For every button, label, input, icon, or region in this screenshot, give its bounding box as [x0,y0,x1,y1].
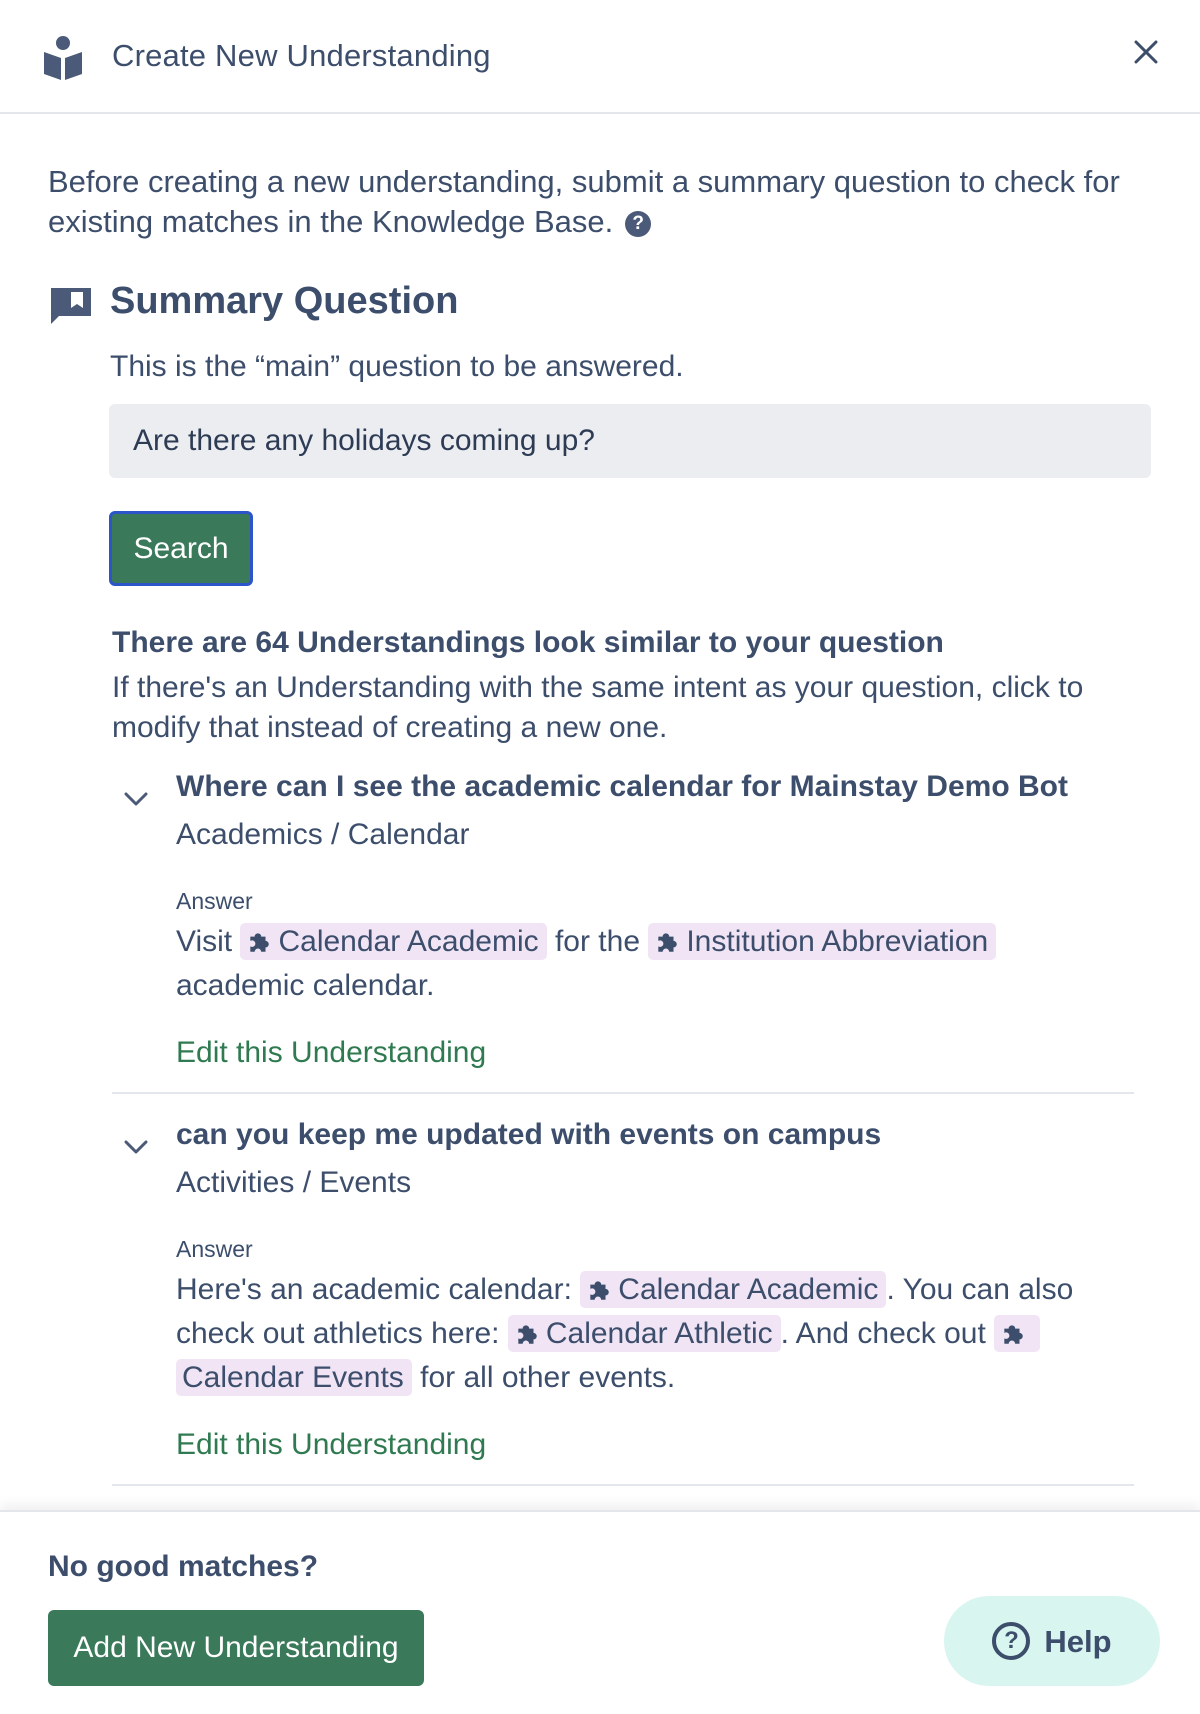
intro-text-body: Before creating a new understanding, submit a summary question to check for existing matches in the Knowledge Base. [48,164,1120,239]
book-reader-icon [44,36,82,80]
answer-text: Visit [176,925,241,958]
variable-chip [648,923,996,960]
answer-text: for all other events. [411,1361,676,1394]
summary-question-input[interactable] [109,404,1151,478]
variable-chip-label: Calendar Events [182,1361,404,1394]
results-heading: There are 64 Understandings look similar to your question [112,626,944,659]
dialog-footer [0,1510,1200,1714]
no-matches-label: No good matches? [48,1550,319,1583]
close-icon[interactable] [1130,36,1162,68]
edit-understanding-link[interactable]: Edit this Understanding [176,1036,487,1069]
question-circle-icon: ? [992,1622,1030,1660]
result-title[interactable]: Where can I see the academic calendar for Mainstay Demo Bot [176,770,1068,803]
answer-label: Answer [176,1236,253,1262]
answer-text: Here's an academic calendar: [176,1273,581,1306]
bookmark-book-icon [51,286,91,326]
puzzle-icon [246,925,278,958]
answer-text: . You can also check out athletics here: [176,1273,1074,1350]
result-item [112,1118,1134,1486]
puzzle-icon [586,1273,618,1306]
answer-label: Answer [176,888,253,914]
variable-chip-label: Calendar Academic [278,925,539,958]
result-answer [176,1268,1076,1400]
intro-text [48,162,1128,242]
results-subtext: If there's an Understanding with the same intent as your question, click to modify that instead of creating a new one. [112,671,1084,744]
add-new-understanding-button[interactable]: Add New Understanding [48,1610,424,1686]
result-category: Activities / Events [176,1166,412,1199]
puzzle-icon [514,1317,546,1350]
variable-chip [580,1271,886,1308]
answer-text: for the [546,925,649,958]
help-button-label: Help [1044,1623,1112,1659]
help-icon[interactable]: ? [625,211,651,237]
chevron-down-icon[interactable] [122,789,150,809]
dialog-title: Create New Understanding [112,38,491,73]
dialog-header [0,0,1200,114]
result-title[interactable]: can you keep me updated with events on campus [176,1118,882,1151]
puzzle-icon [654,925,686,958]
variable-chip-label: Institution Abbreviation [686,925,989,958]
summary-question-description: This is the “main” question to be answered. [110,350,684,383]
answer-text: academic calendar. [176,969,435,1002]
variable-chip-label: Calendar Academic [618,1273,879,1306]
variable-chip-label: Calendar Athletic [545,1317,773,1350]
result-answer [176,920,1076,1008]
help-button[interactable] [944,1596,1160,1686]
chevron-down-icon[interactable] [122,1137,150,1157]
search-button[interactable]: Search [109,511,253,586]
result-item [112,770,1134,1094]
result-category: Academics / Calendar [176,818,470,851]
variable-chip [508,1315,781,1352]
answer-text: . And check out [780,1317,995,1350]
puzzle-icon [1000,1317,1032,1350]
summary-question-title: Summary Question [110,280,459,322]
variable-chip [240,923,546,960]
edit-understanding-link[interactable]: Edit this Understanding [176,1428,487,1461]
